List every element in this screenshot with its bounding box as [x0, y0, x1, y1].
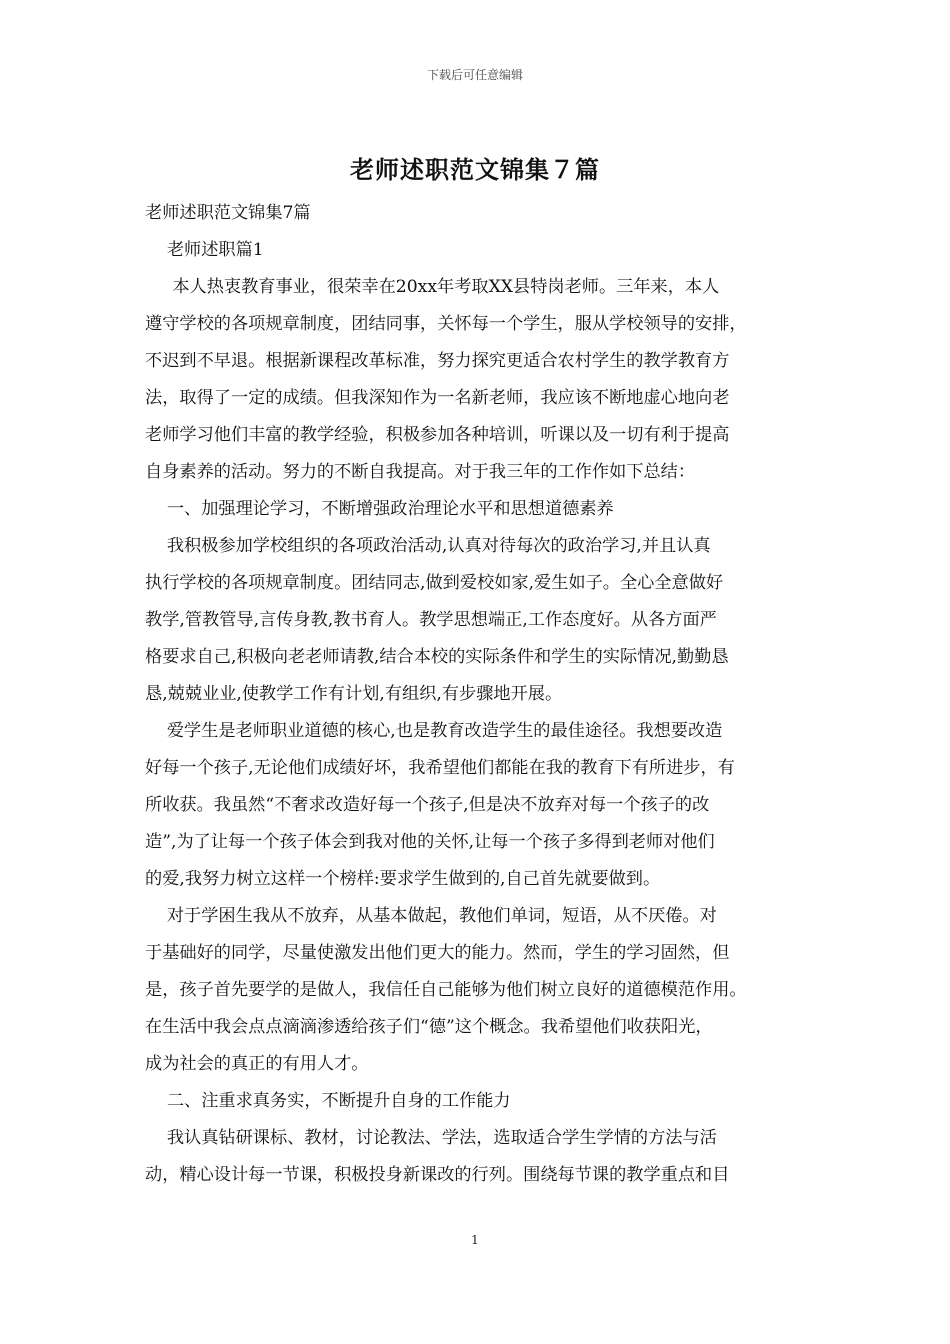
- body-line: 不迟到不早退。根据新课程改革标准，努力探究更适合农村学生的教学教育方: [145, 351, 730, 371]
- document-title: 老师述职范文锦集７篇: [350, 156, 600, 184]
- body-line: 造”,为了让每一个孩子体会到我对他的关怀,让每一个孩子多得到老师对他们: [145, 832, 715, 852]
- body-line: 老师学习他们丰富的教学经验，积极参加各种培训，听课以及一切有利于提高: [145, 425, 730, 445]
- body-line: 本人热衷教育事业，很荣幸在20xx年考取XX县特岗老师。三年来，本人: [145, 277, 720, 297]
- body-line: 的爱,我努力树立这样一个榜样:要求学生做到的,自己首先就要做到。: [145, 869, 661, 889]
- body-line: 是，孩子首先要学的是做人，我信任自己能够为他们树立良好的道德模范作用。: [145, 980, 747, 1000]
- body-line: 格要求自己,积极向老老师请教,结合本校的实际条件和学生的实际情况,勤勤恳: [145, 647, 729, 667]
- body-line: 法，取得了一定的成绩。但我深知作为一名新老师，我应该不断地虚心地向老: [145, 388, 730, 408]
- page-number: 1: [471, 1233, 479, 1247]
- body-line: 遵守学校的各项规章制度，团结同事，关怀每一个学生，服从学校领导的安排，: [145, 314, 747, 334]
- body-line: 执行学校的各项规章制度。团结同志,做到爱校如家,爱生如子。全心全意做好: [145, 573, 724, 593]
- body-line: 对于学困生我从不放弃，从基本做起，教他们单词，短语，从不厌倦。对: [145, 906, 717, 926]
- body-line: 在生活中我会点点滴滴渗透给孩子们“德”这个概念。我希望他们收获阳光，: [145, 1017, 713, 1037]
- body-line: 爱学生是老师职业道德的核心,也是教育改造学生的最佳途径。我想要改造: [145, 721, 723, 741]
- body-line: 成为社会的真正的有用人才。: [145, 1054, 369, 1074]
- body-line: 动，精心设计每一节课，积极投身新课改的行列。围绕每节课的教学重点和目: [145, 1165, 730, 1185]
- section-heading: 一、加强理论学习，不断增强政治理论水平和思想道德素养: [145, 499, 614, 519]
- body-line: 好每一个孩子,无论他们成绩好坏，我希望他们都能在我的教育下有所进步，有: [145, 758, 735, 778]
- section-heading: 老师述职篇1: [145, 240, 264, 260]
- body-line: 教学,管教管导,言传身教,教书育人。教学思想端正,工作态度好。从各方面严: [145, 610, 717, 630]
- body-line: 我积极参加学校组织的各项政治活动,认真对待每次的政治学习,并且认真: [145, 536, 711, 556]
- body-line: 自身素养的活动。努力的不断自我提高。对于我三年的工作作如下总结：: [145, 462, 696, 482]
- body-line: 所收获。我虽然“不奢求改造好每一个孩子,但是决不放弃对每一个孩子的改: [145, 795, 710, 815]
- body-line: 于基础好的同学，尽量使激发出他们更大的能力。然而，学生的学习固然，但: [145, 943, 730, 963]
- page-header: 下载后可任意编辑: [426, 68, 523, 82]
- body-line: 恳,兢兢业业,使教学工作有计划,有组织,有步骤地开展。: [145, 684, 563, 704]
- body-line: 老师述职范文锦集7篇: [145, 203, 311, 223]
- section-heading: 二、注重求真务实，不断提升自身的工作能力: [145, 1091, 511, 1111]
- document-body: [145, 198, 810, 1197]
- body-line: 我认真钻研课标、教材，讨论教法、学法，选取适合学生学情的方法与活: [145, 1128, 717, 1148]
